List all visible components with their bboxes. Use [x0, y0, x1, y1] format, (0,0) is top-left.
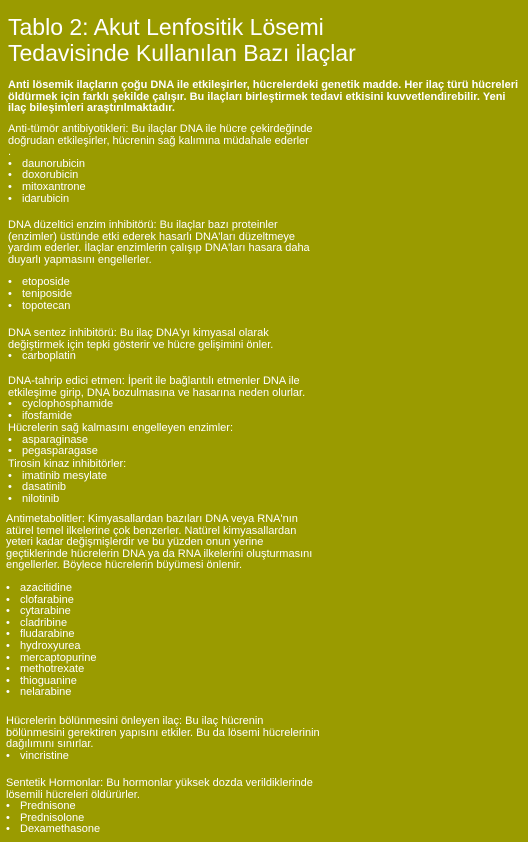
section-antitumor: [8, 124, 312, 205]
section-label: DNA sentez inhibitörü: Bu ilaç DNA'yı kimyasal olarak değiştirmek için tepki gösterir ve hücre gelişimini önler.: [8, 327, 274, 351]
drug-list-item: • carboplatin: [8, 351, 273, 363]
drug-list-item: • mitoxantrone: [8, 182, 312, 194]
section-tyrosine-kinase: [8, 459, 126, 505]
section-dna-repair: [8, 220, 310, 312]
page-title: [8, 14, 518, 66]
drug-list-item: • asparaginase: [8, 435, 233, 447]
drug-list-item: • imatinib mesylate: [8, 471, 126, 483]
drug-list-item: • nelarabine: [6, 687, 312, 699]
section-dna-damaging: [8, 376, 305, 422]
section-label: Antimetabolitler: Kimyasallardan bazıları DNA veya RNA'nın atürel temel ilkelerine çok benzerler. Natürel kimyasallardan yeteri kadar değişmişlerdir ve bu yüzden onun yerine geçtiklerinde hücrelerin DNA ya da RNA ilkelerini oluşturmasını engellerler. Böylece hücrelerin büyümesi önlenir.: [6, 513, 313, 572]
drug-list-item: • cytarabine: [6, 606, 312, 618]
section-cell-division: [6, 716, 320, 762]
drug-list-item: • Prednisone: [6, 801, 313, 813]
drug-list-item: • pegasparagase: [8, 446, 233, 458]
section-label: DNA düzeltici enzim inhibitörü: Bu ilaçlar bazı proteinler (enzimler) üstünde etki ederek hasarlı DNA'ları düzeltmeye yardım ederler. İlaçlar enzimlerin çalışıp DNA'ları hasara daha duyarlı yapmasını engellerler.: [8, 219, 310, 266]
section-label: Hücrelerin bölünmesini önleyen ilaç: Bu ilaç hücrenin bölünmesini gerektiren yapısını etkiler. Bu da lösemi hücrelerinin dağılımını sınırlar.: [6, 715, 320, 751]
drug-bullet-list: [8, 277, 310, 312]
section-hormones: [6, 778, 313, 836]
drug-list-item: • etoposide: [8, 277, 310, 289]
drug-list-item: • Prednisolone: [6, 813, 313, 825]
drug-bullet-list: [8, 159, 312, 205]
drug-bullet-list: [8, 351, 273, 363]
section-label: Tirosin kinaz inhibitörler:: [8, 458, 127, 470]
drug-bullet-list: [8, 399, 305, 422]
intro-paragraph: Anti lösemik ilaçların çoğu DNA ile etkileşirler, hücrelerdeki genetik madde. Her ilaç türü hücreleri öldürmek için farklı şekilde çalışır. Bu ilaçları birleştirmek tedavi etkisini kuvvetlendirebilir. Yeni ilaç bileşimleri araştırılmaktadır.: [8, 79, 519, 114]
section-enzymes: [8, 423, 233, 458]
section-label: DNA-tahrip edici etmen: İperit ile bağlantılı etmenler DNA ile etkileşime girip, DNA bozulmasına ve hasarına neden olurlar.: [8, 375, 306, 399]
drug-list-item: • daunorubicin: [8, 159, 312, 171]
section-label: Hücrelerin sağ kalmasını engelleyen enzimler:: [8, 422, 233, 434]
drug-bullet-list: [8, 435, 233, 458]
drug-bullet-list: [6, 583, 312, 699]
drug-bullet-list: [6, 751, 320, 763]
drug-list-item: • azacitidine: [6, 583, 312, 595]
drug-list-item: • methotrexate: [6, 664, 312, 676]
drug-list-item: • teniposide: [8, 289, 310, 301]
section-label: Sentetik Hormonlar: Bu hormonlar yüksek dozda verildiklerinde lösemili hücreleri öldürürler.: [6, 777, 313, 801]
page-title-line-2: Tedavisinde Kullanılan Bazı ilaçlar: [8, 40, 356, 66]
drug-list-item: • doxorubicin: [8, 170, 312, 182]
drug-list-item: • Dexamethasone: [6, 824, 313, 836]
drug-list-item: • dasatinib: [8, 482, 126, 494]
drug-list-item: • cladribine: [6, 618, 312, 630]
page-title-line-1: Tablo 2: Akut Lenfositik Lösemi: [8, 14, 324, 40]
drug-bullet-list: [6, 801, 313, 836]
drug-list-item: • cyclophosphamide: [8, 399, 305, 411]
drug-list-item: • vincristine: [6, 751, 320, 763]
drug-list-item: • clofarabine: [6, 595, 312, 607]
section-label: Anti-tümör antibiyotikleri: Bu ilaçlar DNA ile hücre çekirdeğinde doğrudan etkileşirler, hücrenin sağ kalımına müdahale ederler .: [8, 123, 313, 159]
drug-list-item: • thioguanine: [6, 676, 312, 688]
drug-list-item: • idarubicin: [8, 194, 312, 206]
drug-bullet-list: [8, 471, 126, 506]
drug-list-item: • topotecan: [8, 301, 310, 313]
section-dna-synthesis: [8, 328, 273, 363]
drug-list-item: • hydroxyurea: [6, 641, 312, 653]
drug-list-item: • fludarabine: [6, 629, 312, 641]
drug-list-item: • ifosfamide: [8, 411, 305, 423]
section-antimetabolites: [6, 514, 312, 699]
drug-list-item: • mercaptopurine: [6, 653, 312, 665]
drug-list-item: • nilotinib: [8, 494, 126, 506]
